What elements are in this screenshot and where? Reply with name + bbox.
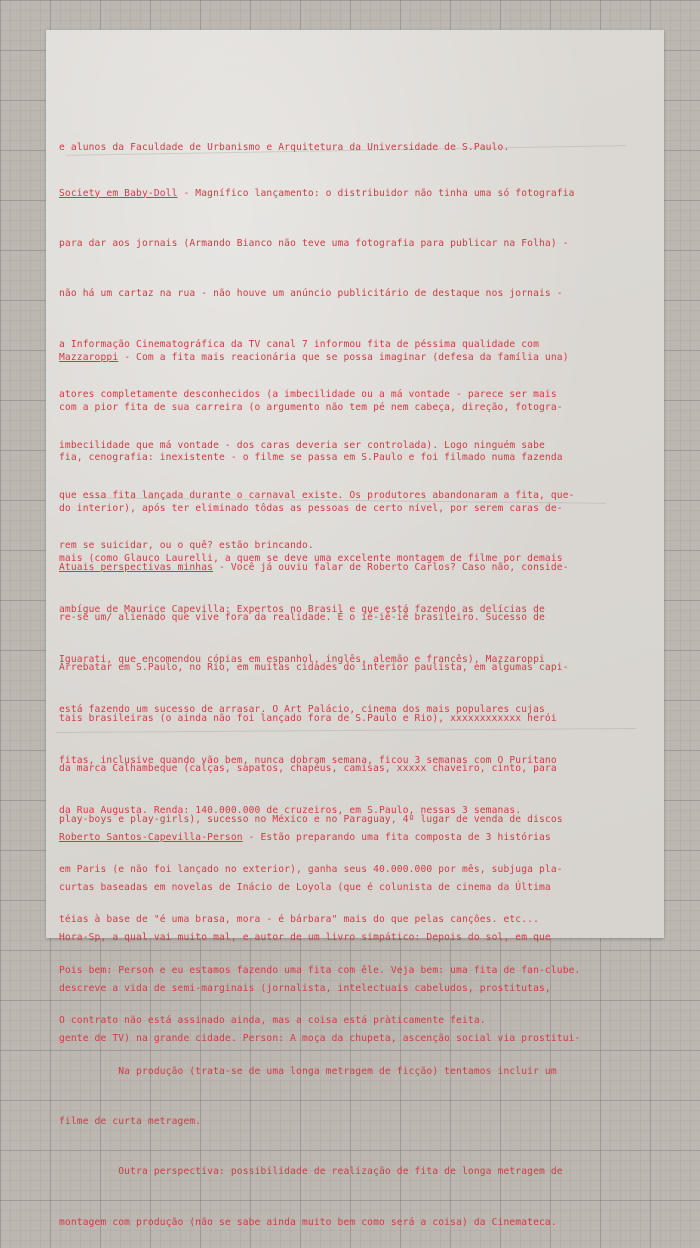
section-line: montagem com produção (não se sabe ainda muito bem como será a coisa) da Cinemateca.: [59, 1216, 557, 1228]
section-first-line: [59, 560, 599, 577]
section-line: em Paris (e não foi lançado no exterior), ganha seus 40.000.000 por mês, subjuga pla-: [59, 863, 563, 875]
section-line: O contrato não está assinado ainda, mas a coisa está pràticamente feita.: [59, 1015, 486, 1027]
section-line: descreve a vida de semi-marginais (jornalista, intelectuais cabeludos, prostitutas,: [59, 982, 551, 994]
section-line: mais (como Glauco Laurelli, a quem se deve uma excelente montagem de filme por demais: [59, 553, 563, 565]
section-line: com a pior fita de sua carreira (o argumento não tem pé nem cabeça, direção, fotogra-: [59, 401, 563, 413]
section-line: está fazendo um sucesso de arrasar. O Art Palácio, cinema dos mais populares cujas: [59, 704, 545, 716]
section-line: imbecilidade que má vontade - dos caras deveria ser controlada). Logo ninguém sabe: [59, 439, 545, 451]
section-line: do interior), após ter eliminado tôdas as pessoas de certo nível, por serem caras de-: [59, 502, 563, 514]
section-first-line: [59, 830, 599, 847]
section-line: fia, cenografia: inexistente - o filme se passa em S.Paulo e foi filmado numa fazenda: [59, 452, 563, 464]
section-line: Iguarati, que encomendou cópias em espanhol, inglês, alemão e francês), Mazzaroppi: [59, 653, 545, 665]
intro-line: e alunos da Faculdade de Urbanismo e Arquitetura da Universidade de S.Paulo.: [59, 141, 510, 153]
section-line: gente de TV) na grande cidade. Person: A moça da chupeta, ascenção social via prostitui-: [59, 1033, 581, 1045]
section-first-line: [59, 350, 599, 367]
section-line: Pois bem: Person e eu estamos fazendo uma fita com êle. Veja bem: uma fita de fan-clube.: [59, 964, 581, 976]
section-heading: Atuais perspectivas minhas: [59, 561, 214, 573]
section-line: Hora-Sp, a qual vai muito mal, e autor de um livro simpático: Depois do sol, em que: [59, 932, 551, 944]
section-line: play-boys e play-girls), sucesso no México e no Paraguay, 4º lugar de venda de discos: [59, 813, 563, 825]
section-line: que essa fita lançada durante o carnaval existe. Os produtores abandonaram a fita, que-: [59, 489, 575, 501]
section-line: Outra perspectiva: possibilidade de realização de fita de longa metragem de: [59, 1166, 563, 1178]
section-line: - Você já ouviu falar de Roberto Carlos? Caso não, conside-: [213, 561, 569, 573]
section-line: téias à base de "é uma brasa, mora - é bárbara" mais do que pelas canções. etc...: [59, 914, 539, 926]
section-heading: Roberto Santos-Capevilla-Person: [59, 831, 243, 843]
section-line: a Informação Cinematográfica da TV canal 7 informou fita de péssima qualidade com: [59, 338, 539, 350]
section-line: curtas baseadas em novelas de Inácio de Loyola (que é colunista de cinema da Última: [59, 881, 551, 893]
section-line: fitas, inclusive quando vão bem, nunca dobram semana, ficou 3 semanas com O Puritano: [59, 754, 557, 766]
section-line: - Magnífico lançamento: o distribuidor não tinha uma só fotografia: [177, 187, 575, 199]
section-line: Na produção (trata-se de uma longa metragem de ficção) tentamos incluir um: [59, 1065, 557, 1077]
section-line: atores completamente desconhecidos (a imbecilidade ou a má vontade - parece ser mais: [59, 389, 557, 401]
section-roberto-santos: [59, 796, 599, 1065]
section-line: para dar aos jornais (Armando Bianco não teve uma fotografia para publicar na Folha) -: [59, 237, 569, 249]
section-heading: Mazzaroppi: [59, 351, 119, 363]
section-line: da marca Calhambeque (calças, sapatos, chapéus, camisas, xxxxx chaveiro, cinto, para: [59, 763, 557, 775]
section-line: - Estão preparando uma fita composta de 3 histórias: [242, 831, 551, 843]
section-line: - Com a fita mais reacionária que se possa imaginar (defesa da família una): [118, 351, 569, 363]
section-first-line: [59, 186, 599, 203]
section-line: rem se suicidar, ou o quê? estão brincando.: [59, 540, 314, 552]
section-line: Arrebatar em S.Paulo, no Rio, em muitas cidades do interior paulista, em algumas capi-: [59, 662, 569, 674]
section-line: re-se um/ alienado que vive fora da realidade. É o iê-iê-iê brasileiro. Sucesso de: [59, 611, 545, 623]
section-line: da Rua Augusta. Renda: 140.000.000 de cruzeiros, em S.Paulo, nessas 3 semanas.: [59, 805, 522, 817]
section-line: filme de curta metragem.: [59, 1115, 202, 1127]
section-line: tais brasileiras (o ainda não foi lançado fora de S.Paulo e Rio), xxxxxxxxxxxx herói: [59, 712, 557, 724]
section-line: ambígue de Maurice Capevilla: Expertos no Brasil e que está fazendo as delícias de: [59, 603, 545, 615]
section-line: não há um cartaz na rua - não houve um anúncio publicitário de destaque nos jornais -: [59, 288, 563, 300]
section-heading: Society em Baby-Doll: [59, 187, 178, 199]
